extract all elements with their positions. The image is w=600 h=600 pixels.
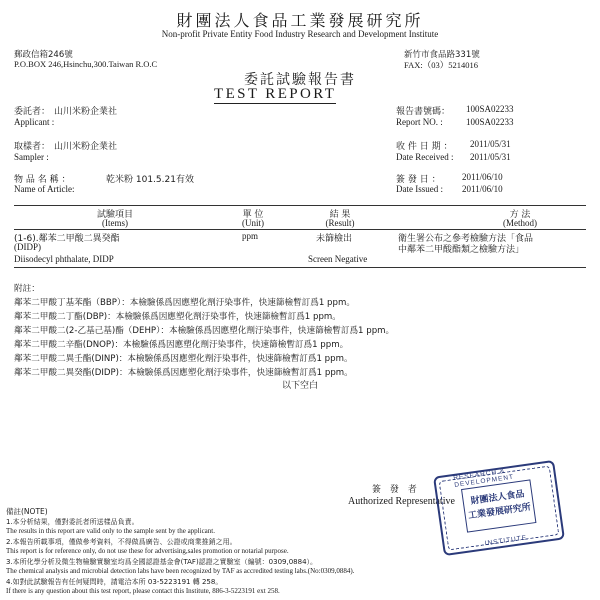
- fax-number: FAX:（03）5214016: [404, 60, 478, 70]
- item-unit: ppm: [242, 231, 259, 241]
- report-no-label-cn: 報告書號碼：: [396, 107, 451, 117]
- issued-label-en: Date Issued :: [396, 184, 443, 194]
- note-line: 鄰苯二甲酸二丁酯(DBP)：本檢驗係爲因應塑化劑汙染事件，快速篩檢暫訂爲1 ppm。: [14, 312, 341, 322]
- po-box-cn: 郵政信箱246號: [14, 50, 73, 60]
- applicant-label-cn: 委託者：: [14, 107, 51, 117]
- institute-name-cn: 財團法人食品工業發展研究所: [176, 11, 424, 30]
- table-top-rule: [14, 205, 586, 206]
- header-method-en: (Method): [503, 218, 537, 228]
- footer-note-line: 1.本分析結果，僅對委託者所送樣品負責。: [6, 518, 139, 526]
- received-value-en: 2011/05/31: [470, 152, 511, 162]
- footer-note-line: 4.如對此試驗報告有任何疑問時，請電洽本所 03-5223191 轉 258。: [6, 578, 223, 586]
- result-en: Screen Negative: [308, 254, 368, 264]
- institute-name-en: Non-profit Private Entity Food Industry Research and Development Institute: [161, 29, 439, 39]
- footer-note-line: The results in this report are valid only to the sample sent by the applicant.: [6, 527, 215, 535]
- footer-notes-label: 備註(NOTE): [6, 507, 48, 516]
- sampler-value: 山川米粉企業社: [54, 142, 118, 152]
- article-label-en: Name of Article:: [14, 184, 75, 194]
- header-method-cn: 方 法: [509, 210, 531, 220]
- note-line: 鄰苯二甲酸二異壬酯(DINP)：本檢驗係爲因應塑化劑汙染事件，快速篩檢暫訂爲1 ppm。: [14, 354, 353, 364]
- header-unit-cn: 單 位: [242, 210, 264, 220]
- received-value-cn: 2011/05/31: [470, 139, 511, 149]
- note-line: 鄰苯二甲酸丁基苯酯（BBP）：本檢驗係爲因應塑化劑汙染事件，快速篩檢暫訂爲1 ppm。: [14, 298, 355, 308]
- article-value: 乾米粉 101.5.21有效: [106, 175, 194, 185]
- report-title-cn: 委託試驗報告書: [244, 72, 356, 88]
- po-box-en: P.O.BOX 246,Hsinchu,300.Taiwan R.O.C: [14, 59, 158, 69]
- footer-note-line: This report is for reference only, do not use these for advertising,sales promotion or notarial purpose.: [6, 547, 289, 555]
- article-label-cn: 物 品 名 稱 ：: [14, 175, 71, 185]
- notes-label: 附註：: [14, 284, 40, 294]
- result-cn: 未篩檢出: [316, 234, 353, 244]
- item-name-cn: (1-6).鄰苯二甲酸二異癸酯: [14, 234, 120, 244]
- signatory-label-cn: 簽 發 者: [372, 485, 420, 495]
- seal-ring-text-bottom: INSTITUTE: [484, 534, 528, 548]
- note-line: 鄰苯二甲酸二辛酯(DNOP)：本檢驗係爲因應塑化劑汙染事件，快速篩檢暫訂爲1 ppm。: [14, 340, 349, 350]
- report-no-label-en: Report NO. :: [396, 117, 443, 127]
- header-result-cn: 結 果: [329, 210, 351, 220]
- applicant-value: 山川米粉企業社: [54, 107, 118, 117]
- received-label-en: Date Received :: [396, 152, 454, 162]
- issued-value-cn: 2011/06/10: [462, 172, 503, 182]
- note-line: 鄰苯二甲酸二異癸酯(DIDP)：本檢驗係爲因應塑化劑汙染事件，快速篩檢暫訂爲1 ppm。: [14, 368, 353, 378]
- institute-seal: [433, 460, 565, 556]
- table-bottom-rule: [14, 267, 586, 268]
- received-label-cn: 收 件 日 期 ：: [396, 142, 453, 152]
- sampler-label-en: Sampler :: [14, 152, 49, 162]
- report-no-value-en: 100SA02233: [466, 117, 514, 127]
- method-line-2: 中鄰苯二甲酸酯類之檢驗方法」: [398, 245, 525, 255]
- seal-text-line-1: 財團法人食品: [470, 489, 526, 507]
- header-items-en: (Items): [102, 218, 128, 228]
- item-name-en: Diisodecyl phthalate, DIDP: [14, 254, 114, 264]
- item-abbr: (DIDP): [14, 242, 41, 252]
- table-header-rule: [14, 229, 586, 230]
- header-items-cn: 試驗項目: [96, 210, 133, 220]
- header-result-en: (Result): [325, 218, 355, 228]
- footer-note-line: 3.本所化學分析及微生物檢驗實驗室均爲全國認證基金會(TAF)認證之實驗室（編號：0309,0884）。: [6, 558, 318, 566]
- seal-ring-text-top: RESEARCH & DEVELOPMENT: [452, 467, 515, 489]
- issued-label-cn: 簽 發 日 ：: [396, 175, 441, 185]
- signatory-label-en: Authorized Representative: [348, 496, 455, 507]
- note-line: 鄰苯二甲酸二(2-乙基己基)酯（DEHP）：本檢驗係爲因應塑化劑汙染事件，快速篩檢暫訂爲1 ppm。: [14, 326, 395, 336]
- footer-note-line: If there is any question about this test report, please contact this Institute, 886-3-5223191 ext 258.: [6, 587, 280, 595]
- footer-note-line: The chemical analysis and microbial detection labs have been recognized by TAF as accredited testing labs.(No:0309,0884).: [6, 567, 355, 575]
- report-title-en: TEST REPORT: [214, 86, 337, 102]
- header-unit-en: (Unit): [242, 218, 264, 228]
- seal-text-line-2: 工業發展研究所: [467, 502, 532, 522]
- method-line-1: 衛生署公布之參考檢驗方法「食品: [398, 234, 534, 244]
- report-no-value-cn: 100SA02233: [466, 104, 514, 114]
- sampler-label-cn: 取樣者：: [14, 142, 51, 152]
- blank-below-mark: 以下空白: [282, 381, 319, 391]
- address-cn: 新竹市食品路331號: [404, 50, 480, 60]
- applicant-label-en: Applicant :: [14, 117, 55, 127]
- issued-value-en: 2011/06/10: [462, 184, 503, 194]
- footer-note-line: 2.本報告所載事項，僅做參考資料，不得做爲廣告、公證或商業推銷之用。: [6, 538, 237, 546]
